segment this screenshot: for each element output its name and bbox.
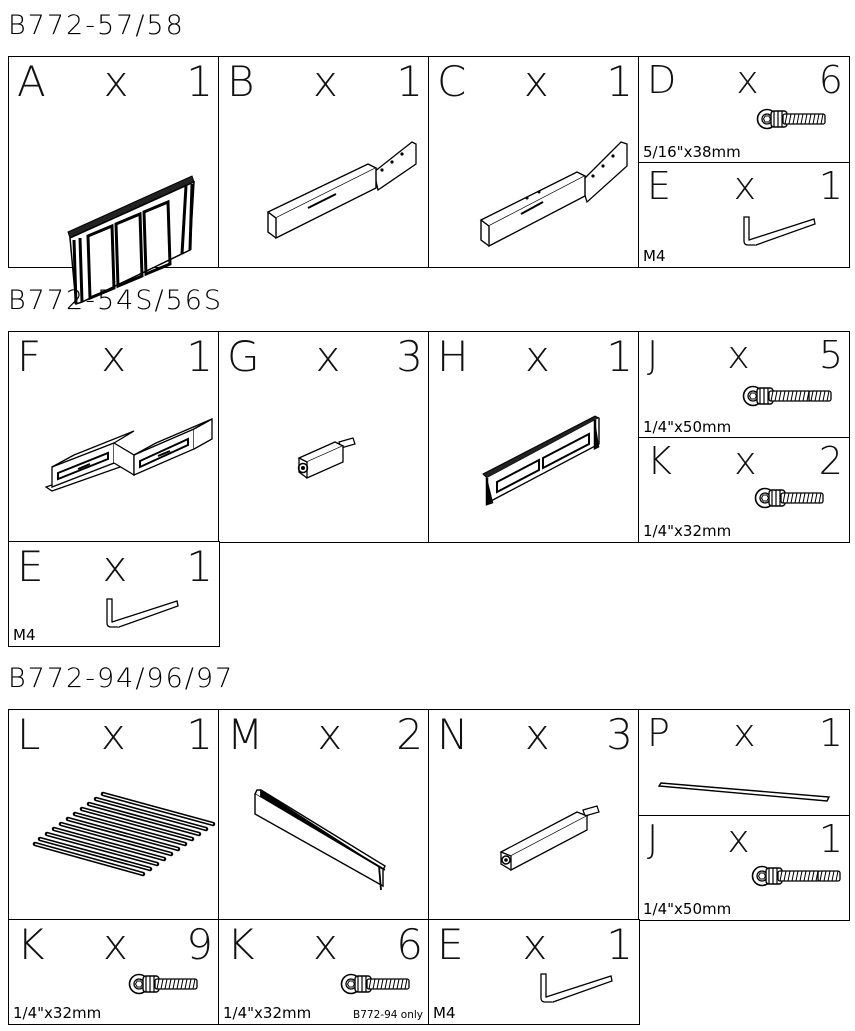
- part-card-j: [638, 331, 850, 439]
- part-quantity: 1: [186, 332, 213, 381]
- part-label: [17, 710, 213, 759]
- part-times: x: [734, 439, 757, 483]
- part-letter: B: [227, 57, 255, 106]
- part-quantity: 1: [396, 57, 423, 106]
- part-quantity: 1: [186, 542, 213, 591]
- part-label: [437, 710, 633, 759]
- part-quantity: 1: [186, 710, 213, 759]
- part-letter: H: [437, 332, 469, 381]
- part-letter: K: [17, 920, 45, 969]
- part-letter: E: [437, 920, 464, 969]
- part-times: x: [315, 332, 341, 381]
- part-label: [17, 542, 213, 591]
- part-times: x: [102, 920, 128, 969]
- part-card-a: [8, 56, 220, 268]
- part-quantity: 1: [818, 164, 843, 208]
- part-letter: F: [17, 332, 42, 381]
- allen-key-icon: [541, 972, 615, 1004]
- part-label: [17, 332, 213, 381]
- section-title-1: B772-57/58: [8, 10, 185, 41]
- part-letter: D: [647, 58, 677, 102]
- bolt-icon: [752, 866, 842, 888]
- part-letter: E: [17, 542, 44, 591]
- part-quantity: 6: [396, 920, 423, 969]
- part-card-k: [638, 437, 850, 543]
- part-size: 1/4"x32mm: [13, 1004, 102, 1022]
- part-letter: M: [227, 710, 264, 759]
- bolt-icon: [129, 974, 201, 996]
- part-letter: P: [647, 711, 670, 755]
- section-title-2: B772-54S/56S: [8, 285, 224, 316]
- part-card-e: [8, 541, 220, 647]
- part-size: M4: [643, 247, 666, 265]
- part-card-g: [218, 331, 430, 543]
- part-times: x: [522, 920, 548, 969]
- bolt-icon: [743, 386, 833, 408]
- part-label: [437, 57, 633, 106]
- support-rail-icon: [657, 780, 832, 804]
- part-size: M4: [433, 1004, 456, 1022]
- part-size: 1/4"x50mm: [643, 418, 732, 436]
- part-label: [647, 164, 843, 208]
- center-leg-icon: [497, 802, 607, 872]
- part-letter: K: [227, 920, 255, 969]
- part-card-c: [428, 56, 640, 268]
- part-times: x: [525, 332, 550, 381]
- bolt-icon: [757, 109, 829, 131]
- part-quantity: 1: [606, 57, 633, 106]
- part-card-d: [638, 56, 850, 164]
- part-card-k: [218, 919, 430, 1025]
- part-label: [647, 58, 843, 102]
- part-times: x: [733, 164, 757, 208]
- part-quantity: 3: [396, 332, 423, 381]
- part-card-e: [638, 162, 850, 268]
- section-title-3: B772-94/96/97: [8, 663, 235, 694]
- part-label: [227, 710, 423, 759]
- part-letter: C: [437, 57, 467, 106]
- part-quantity: 6: [818, 58, 843, 102]
- part-quantity: 1: [606, 920, 633, 969]
- part-quantity: 5: [818, 333, 843, 377]
- part-card-n: [428, 709, 640, 921]
- part-times: x: [103, 57, 129, 106]
- part-card-p: [638, 709, 850, 817]
- part-card-j: [638, 815, 850, 921]
- part-times: x: [101, 332, 127, 381]
- part-letter: J: [647, 817, 659, 861]
- part-card-m: [218, 709, 430, 921]
- part-times: x: [312, 920, 338, 969]
- part-card-e: [428, 919, 640, 1025]
- part-label: [17, 920, 213, 969]
- part-letter: E: [647, 164, 672, 208]
- part-card-l: [8, 709, 220, 921]
- part-times: x: [523, 57, 549, 106]
- allen-key-icon: [107, 597, 181, 629]
- part-label: [437, 920, 633, 969]
- part-note: B772-94 only: [353, 1009, 423, 1021]
- part-times: x: [727, 333, 750, 377]
- footboard-icon: [481, 410, 606, 510]
- part-card-f: [8, 331, 220, 543]
- part-times: x: [317, 710, 343, 759]
- bolt-icon: [341, 974, 413, 996]
- part-letter: N: [437, 710, 469, 759]
- side-rail-icon: [264, 132, 424, 247]
- part-quantity: 1: [606, 332, 633, 381]
- part-times: x: [524, 710, 550, 759]
- part-quantity: 1: [186, 57, 213, 106]
- side-rail-icon: [477, 132, 637, 252]
- leg-icon: [297, 432, 367, 482]
- part-card-h: [428, 331, 640, 543]
- part-quantity: 2: [818, 439, 843, 483]
- part-size: 1/4"x50mm: [643, 900, 732, 918]
- part-letter: J: [647, 333, 659, 377]
- allen-key-icon: [744, 215, 818, 247]
- part-times: x: [102, 542, 128, 591]
- slat-frame-icon: [31, 790, 216, 900]
- part-letter: G: [227, 332, 260, 381]
- part-label: [227, 57, 423, 106]
- part-label: [647, 439, 843, 483]
- part-label: [227, 332, 423, 381]
- part-quantity: 2: [396, 710, 423, 759]
- part-size: 1/4"x32mm: [223, 1004, 312, 1022]
- part-times: x: [727, 817, 750, 861]
- rail-icon: [251, 786, 391, 896]
- part-letter: A: [17, 57, 46, 106]
- part-card-b: [218, 56, 430, 268]
- part-label: [647, 711, 843, 755]
- part-times: x: [100, 710, 126, 759]
- part-times: x: [312, 57, 338, 106]
- part-times: x: [733, 711, 756, 755]
- part-size: 5/16"x38mm: [643, 143, 741, 161]
- part-quantity: 3: [606, 710, 633, 759]
- part-label: [647, 333, 843, 377]
- part-label: [437, 332, 633, 381]
- part-letter: L: [17, 710, 41, 759]
- part-label: [227, 920, 423, 969]
- drawer-box-icon: [44, 407, 214, 507]
- part-size: 1/4"x32mm: [643, 522, 732, 540]
- part-quantity: 1: [818, 817, 843, 861]
- part-label: [17, 57, 213, 106]
- part-card-k: [8, 919, 220, 1025]
- part-label: [647, 817, 843, 861]
- part-times: x: [736, 58, 759, 102]
- part-quantity: 9: [186, 920, 213, 969]
- part-size: M4: [13, 626, 36, 644]
- bolt-icon: [755, 488, 827, 510]
- part-letter: K: [647, 439, 672, 483]
- part-quantity: 1: [818, 711, 843, 755]
